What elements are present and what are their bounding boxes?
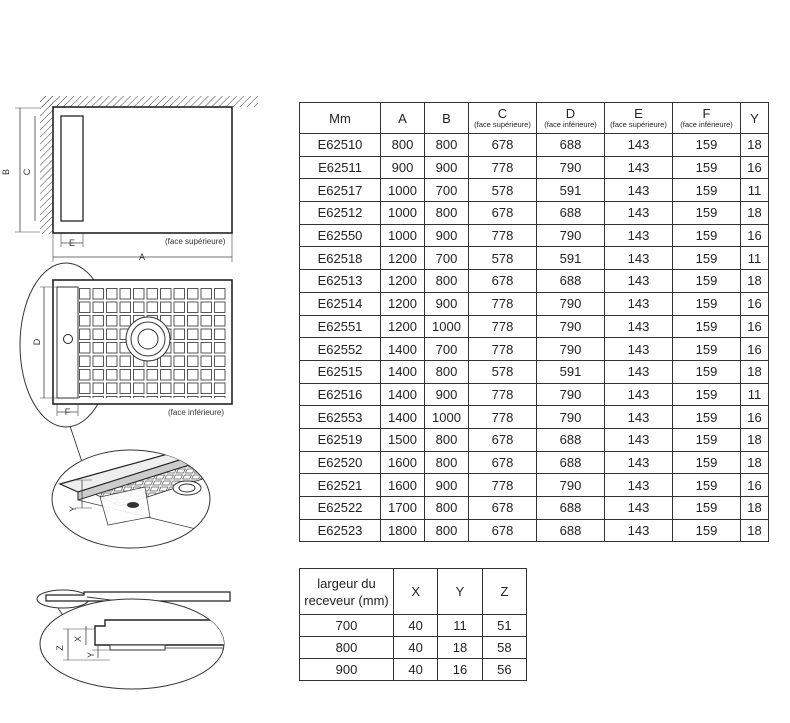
- table-cell: 143: [605, 270, 673, 293]
- table-row: [300, 156, 769, 179]
- table-cell: 1400: [381, 360, 425, 383]
- table-cell: 778: [469, 156, 537, 179]
- table-cell: 143: [605, 315, 673, 338]
- table-cell: 1000: [381, 179, 425, 202]
- table-cell: E62513: [300, 270, 381, 293]
- table-cell: 40: [394, 659, 438, 681]
- table-cell: 1200: [381, 270, 425, 293]
- table-cell: 159: [673, 383, 741, 406]
- table-cell: 143: [605, 247, 673, 270]
- width-table-body: [300, 615, 527, 681]
- table-cell: 1000: [381, 224, 425, 247]
- table-cell: 778: [469, 224, 537, 247]
- table-cell: 143: [605, 451, 673, 474]
- table-cell: E62519: [300, 428, 381, 451]
- table-cell: 900: [425, 474, 469, 497]
- table-cell: 159: [673, 360, 741, 383]
- table-cell: 1000: [425, 315, 469, 338]
- table-cell: 678: [469, 202, 537, 225]
- table-cell: 790: [537, 292, 605, 315]
- dimension-label-x: X: [73, 635, 83, 643]
- table-cell: 58: [482, 637, 526, 659]
- dimension-label-d: D: [32, 338, 42, 346]
- table-cell: 790: [537, 224, 605, 247]
- table-cell: 16: [741, 315, 769, 338]
- table-cell: 688: [537, 428, 605, 451]
- table-cell: 16: [741, 406, 769, 429]
- table-cell: 790: [537, 315, 605, 338]
- table-cell: 159: [673, 202, 741, 225]
- header-a: A: [381, 103, 425, 134]
- table-cell: 700: [300, 615, 394, 637]
- table-row: [300, 179, 769, 202]
- table-row: [300, 474, 769, 497]
- table-cell: 143: [605, 134, 673, 157]
- table-cell: 16: [741, 338, 769, 361]
- table-cell: 1600: [381, 451, 425, 474]
- table-cell: 159: [673, 247, 741, 270]
- top-view-drawing: [1, 96, 258, 262]
- table-cell: 678: [469, 451, 537, 474]
- table-cell: 591: [537, 360, 605, 383]
- table-cell: 143: [605, 224, 673, 247]
- table-cell: 143: [605, 474, 673, 497]
- table-cell: 159: [673, 270, 741, 293]
- table-cell: 11: [741, 247, 769, 270]
- table-cell: 900: [381, 156, 425, 179]
- table-cell: 1200: [381, 247, 425, 270]
- width-table: [299, 568, 527, 681]
- header-mm: Mm: [300, 103, 381, 134]
- face-inferieure-label: (face inférieure): [168, 408, 225, 417]
- table-cell: 800: [425, 134, 469, 157]
- dimension-label-z: Z: [55, 645, 65, 651]
- table-cell: 159: [673, 338, 741, 361]
- table-cell: 790: [537, 406, 605, 429]
- dimension-label-y-detail: Y: [68, 505, 78, 513]
- dimension-label-c: C: [22, 168, 32, 176]
- table-cell: 56: [482, 659, 526, 681]
- table-cell: 159: [673, 519, 741, 542]
- header-c: C (face supérieure): [469, 103, 537, 134]
- table-cell: 40: [394, 637, 438, 659]
- table-cell: E62520: [300, 451, 381, 474]
- table-cell: 1600: [381, 474, 425, 497]
- table-cell: E62552: [300, 338, 381, 361]
- header-d: D (face inférieure): [537, 103, 605, 134]
- table-cell: 778: [469, 338, 537, 361]
- table-cell: 159: [673, 179, 741, 202]
- dimension-label-a: A: [138, 252, 146, 262]
- header-z: Z: [482, 569, 526, 615]
- table-cell: 678: [469, 270, 537, 293]
- table-row: [300, 637, 527, 659]
- table-cell: 900: [425, 383, 469, 406]
- table-cell: 688: [537, 270, 605, 293]
- table-cell: 678: [469, 519, 537, 542]
- table-cell: 800: [425, 428, 469, 451]
- table-cell: 900: [425, 156, 469, 179]
- table-cell: 678: [469, 428, 537, 451]
- table-cell: 790: [537, 156, 605, 179]
- table-cell: 159: [673, 315, 741, 338]
- table-cell: E62518: [300, 247, 381, 270]
- table-row: [300, 383, 769, 406]
- table-row: [300, 615, 527, 637]
- table-cell: 16: [741, 474, 769, 497]
- table-cell: E62523: [300, 519, 381, 542]
- face-superieure-label: (face supérieure): [165, 237, 226, 246]
- table-cell: 1700: [381, 497, 425, 520]
- table-cell: E62517: [300, 179, 381, 202]
- table-cell: 591: [537, 179, 605, 202]
- table-cell: 18: [741, 360, 769, 383]
- table-cell: 790: [537, 338, 605, 361]
- table-cell: 16: [741, 156, 769, 179]
- detail-view-drawing: [52, 445, 230, 548]
- table-cell: 591: [537, 247, 605, 270]
- table-cell: E62551: [300, 315, 381, 338]
- table-cell: 900: [300, 659, 394, 681]
- header-y-width: Y: [438, 569, 482, 615]
- table-cell: 688: [537, 497, 605, 520]
- bottom-view-drawing: [20, 263, 232, 462]
- table-cell: 800: [300, 637, 394, 659]
- table-cell: 800: [425, 519, 469, 542]
- width-table-header-row: [300, 569, 527, 615]
- table-cell: 143: [605, 156, 673, 179]
- table-cell: 688: [537, 134, 605, 157]
- profile-view-drawing: [37, 590, 230, 689]
- table-cell: 578: [469, 179, 537, 202]
- table-cell: 800: [381, 134, 425, 157]
- table-cell: 18: [741, 497, 769, 520]
- table-cell: 159: [673, 474, 741, 497]
- table-row: [300, 134, 769, 157]
- table-row: [300, 247, 769, 270]
- table-cell: 159: [673, 224, 741, 247]
- dimension-label-y-profile: Y: [86, 651, 96, 659]
- table-cell: 159: [673, 497, 741, 520]
- table-cell: 11: [741, 179, 769, 202]
- table-row: [300, 519, 769, 542]
- table-cell: E62512: [300, 202, 381, 225]
- header-e: E (face supérieure): [605, 103, 673, 134]
- table-cell: 159: [673, 292, 741, 315]
- table-row: [300, 497, 769, 520]
- table-cell: 1200: [381, 292, 425, 315]
- table-row: [300, 659, 527, 681]
- table-cell: 40: [394, 615, 438, 637]
- table-cell: 678: [469, 497, 537, 520]
- table-cell: 800: [425, 451, 469, 474]
- table-cell: 778: [469, 474, 537, 497]
- table-cell: 778: [469, 383, 537, 406]
- dimension-label-f: F: [64, 407, 71, 417]
- table-row: [300, 406, 769, 429]
- table-cell: 159: [673, 406, 741, 429]
- table-cell: 143: [605, 383, 673, 406]
- table-cell: 11: [741, 383, 769, 406]
- table-cell: 159: [673, 134, 741, 157]
- table-cell: 143: [605, 338, 673, 361]
- table-cell: 16: [741, 292, 769, 315]
- table-row: [300, 428, 769, 451]
- header-x: X: [394, 569, 438, 615]
- table-cell: 1400: [381, 406, 425, 429]
- header-largeur: largeur du receveur (mm): [300, 569, 394, 615]
- table-cell: 800: [425, 270, 469, 293]
- table-row: [300, 451, 769, 474]
- table-cell: 1200: [381, 315, 425, 338]
- table-cell: 578: [469, 247, 537, 270]
- table-cell: 159: [673, 451, 741, 474]
- table-cell: E62521: [300, 474, 381, 497]
- table-cell: E62511: [300, 156, 381, 179]
- table-row: [300, 224, 769, 247]
- table-row: [300, 315, 769, 338]
- dimension-label-b: B: [1, 168, 11, 176]
- table-cell: 688: [537, 202, 605, 225]
- table-cell: 900: [425, 292, 469, 315]
- table-cell: 11: [438, 615, 482, 637]
- table-header-row: [300, 103, 769, 134]
- table-cell: 143: [605, 179, 673, 202]
- table-cell: 778: [469, 292, 537, 315]
- table-cell: 159: [673, 156, 741, 179]
- technical-drawings: [0, 0, 290, 723]
- table-cell: 800: [425, 202, 469, 225]
- table-row: [300, 338, 769, 361]
- table-cell: 18: [741, 134, 769, 157]
- header-y: Y: [741, 103, 769, 134]
- table-cell: 1500: [381, 428, 425, 451]
- table-cell: 18: [741, 428, 769, 451]
- table-cell: 1000: [425, 406, 469, 429]
- table-cell: 143: [605, 428, 673, 451]
- table-cell: 18: [741, 202, 769, 225]
- dimensions-table-body: [300, 134, 769, 542]
- header-b: B: [425, 103, 469, 134]
- table-cell: 900: [425, 224, 469, 247]
- table-cell: 18: [741, 451, 769, 474]
- table-cell: 700: [425, 179, 469, 202]
- table-cell: 800: [425, 497, 469, 520]
- table-cell: 143: [605, 360, 673, 383]
- table-cell: 143: [605, 406, 673, 429]
- table-cell: 143: [605, 519, 673, 542]
- table-cell: E62522: [300, 497, 381, 520]
- table-cell: 688: [537, 451, 605, 474]
- table-cell: 159: [673, 428, 741, 451]
- dimensions-table: [299, 102, 769, 542]
- table-cell: E62515: [300, 360, 381, 383]
- table-cell: 16: [741, 224, 769, 247]
- table-cell: 790: [537, 474, 605, 497]
- table-row: [300, 360, 769, 383]
- table-cell: E62510: [300, 134, 381, 157]
- dimension-label-e: E: [68, 238, 76, 248]
- table-cell: 578: [469, 360, 537, 383]
- table-cell: 1400: [381, 338, 425, 361]
- table-cell: 688: [537, 519, 605, 542]
- table-cell: 143: [605, 497, 673, 520]
- table-cell: 143: [605, 202, 673, 225]
- table-cell: 1800: [381, 519, 425, 542]
- table-cell: 143: [605, 292, 673, 315]
- table-cell: 700: [425, 338, 469, 361]
- table-row: [300, 292, 769, 315]
- table-cell: 678: [469, 134, 537, 157]
- table-cell: 16: [438, 659, 482, 681]
- table-row: [300, 202, 769, 225]
- table-cell: E62514: [300, 292, 381, 315]
- table-cell: 700: [425, 247, 469, 270]
- table-cell: E62550: [300, 224, 381, 247]
- table-cell: 778: [469, 315, 537, 338]
- table-cell: 18: [741, 519, 769, 542]
- table-cell: E62516: [300, 383, 381, 406]
- table-row: [300, 270, 769, 293]
- table-cell: 790: [537, 383, 605, 406]
- table-cell: 800: [425, 360, 469, 383]
- table-cell: 778: [469, 406, 537, 429]
- table-cell: 51: [482, 615, 526, 637]
- table-cell: 18: [438, 637, 482, 659]
- table-cell: 18: [741, 270, 769, 293]
- table-cell: 1400: [381, 383, 425, 406]
- table-cell: E62553: [300, 406, 381, 429]
- table-cell: 1000: [381, 202, 425, 225]
- header-f: F (face inférieure): [673, 103, 741, 134]
